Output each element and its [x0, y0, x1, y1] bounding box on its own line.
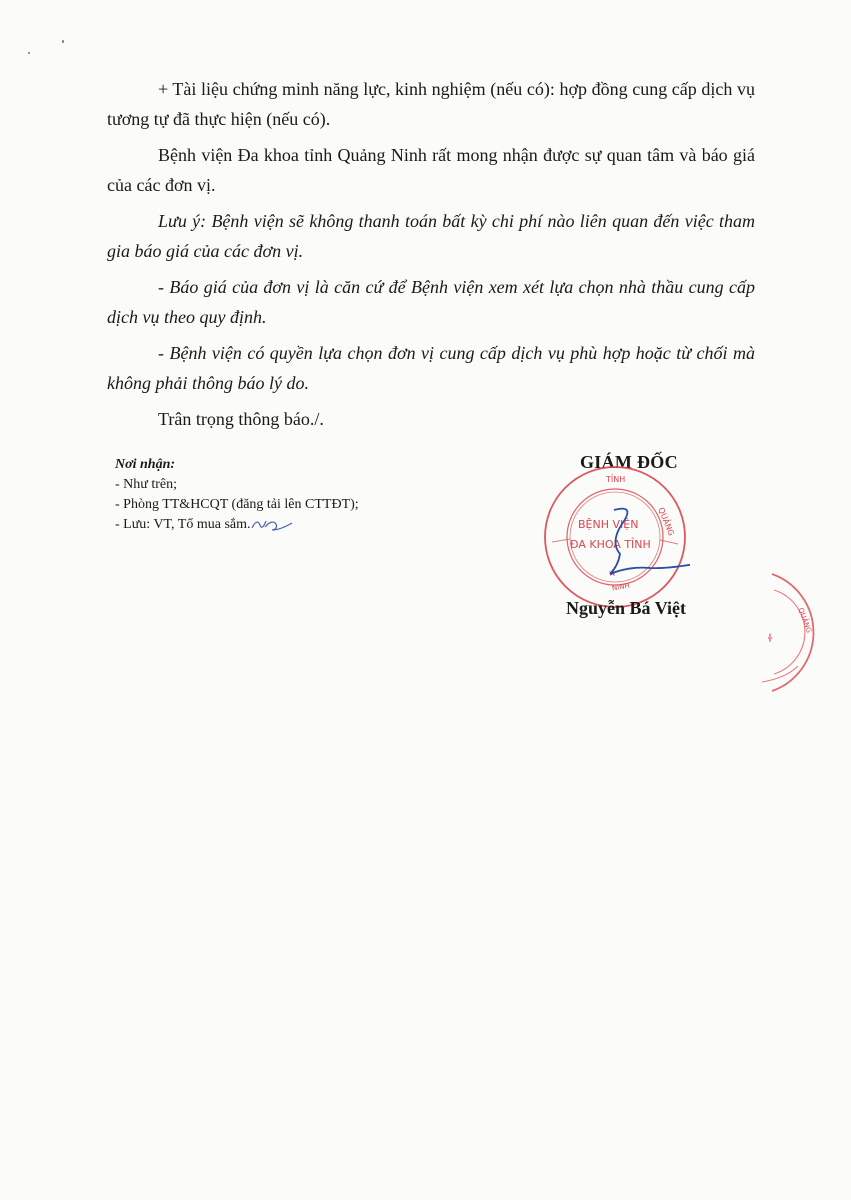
partial-stamp-mark: ╬	[768, 634, 773, 642]
stamp-line-2: ĐA KHOA TỈNH	[570, 538, 651, 551]
paragraph-capability-docs: + Tài liệu chứng minh năng lực, kinh nghiệm (nếu có): hợp đồng cung cấp dịch vụ tương tự đã thực hiện (nếu có).	[107, 79, 755, 129]
stamp-bottom-text: NINH	[611, 581, 631, 593]
note-item-2: - Bệnh viện có quyền lựa chọn đơn vị cung cấp dịch vụ phù hợp hoặc từ chối mà không phải thông báo lý do.	[107, 343, 755, 393]
scan-speck	[62, 40, 64, 43]
stamp-line-1: BỆNH VIỆN	[578, 518, 639, 531]
recipients-title: Nơi nhận:	[115, 457, 176, 472]
partial-stamp	[752, 570, 851, 695]
recipient-item: - Phòng TT&HCQT (đăng tải lên CTTĐT);	[115, 497, 359, 512]
paragraph-request: Bệnh viện Đa khoa tỉnh Quảng Ninh rất mong nhận được sự quan tâm và báo giá của các đơn vị.	[107, 145, 755, 195]
closing-line: Trân trọng thông báo./.	[158, 409, 324, 429]
official-stamp	[540, 462, 690, 612]
recipients-block	[115, 455, 445, 535]
body-text	[107, 74, 755, 440]
stamp-right-text: QUẢNG	[656, 506, 676, 538]
partial-stamp-text: QUẢNG	[796, 606, 813, 635]
scan-speck	[28, 52, 30, 54]
recipient-item	[115, 515, 445, 535]
recipient-item-text: - Lưu: VT, Tổ mua sắm.	[115, 517, 251, 533]
initials-signature	[248, 515, 294, 535]
stamp-star-icon: ★	[608, 568, 617, 579]
stamp-top-text: TỈNH	[606, 475, 626, 484]
note-text: Bệnh viện sẽ không thanh toán bất kỳ chi phí nào liên quan đến việc tham gia báo giá của các đơn vị.	[107, 211, 755, 261]
paragraph-note	[107, 206, 755, 266]
signer-name: Nguyễn Bá Việt	[566, 598, 687, 618]
note-label: Lưu ý:	[158, 211, 207, 231]
signer-title: GIÁM ĐỐC	[580, 452, 678, 472]
note-item-1: - Báo giá của đơn vị là căn cứ để Bệnh viện xem xét lựa chọn nhà thầu cung cấp dịch vụ theo quy định.	[107, 277, 755, 327]
recipient-item: - Như trên;	[115, 477, 178, 492]
